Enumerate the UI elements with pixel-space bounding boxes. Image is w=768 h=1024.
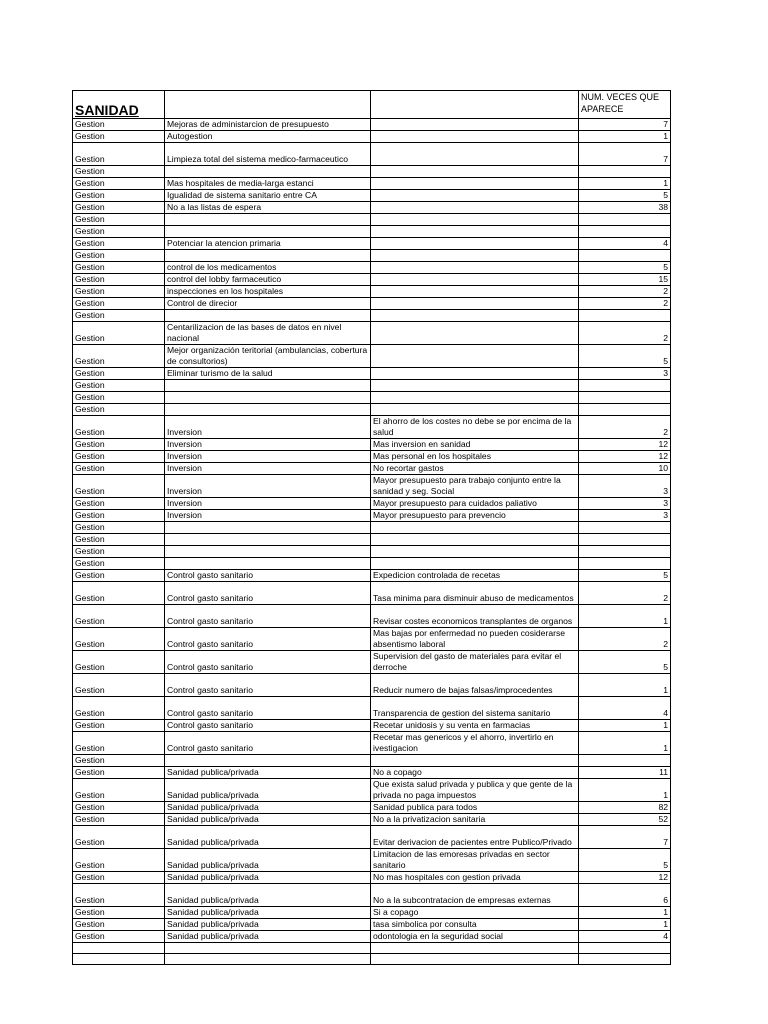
category-cell[interactable]: Gestion — [73, 919, 165, 931]
subcategory-cell[interactable]: No a las listas de espera — [165, 202, 371, 214]
proposal-cell[interactable]: No a copago — [371, 767, 579, 779]
subcategory-cell[interactable]: Limpieza total del sistema medico-farmaceutico — [165, 143, 371, 166]
count-cell[interactable]: 3 — [579, 498, 671, 510]
proposal-cell[interactable]: Si a copago — [371, 907, 579, 919]
subcategory-cell[interactable]: Control gasto sanitario — [165, 732, 371, 755]
category-cell[interactable]: Gestion — [73, 931, 165, 943]
category-cell[interactable]: Gestion — [73, 345, 165, 368]
proposal-cell[interactable]: No recortar gastos — [371, 463, 579, 475]
header-cell-c[interactable] — [371, 91, 579, 119]
subcategory-cell[interactable]: Sanidad publica/privada — [165, 802, 371, 814]
table-row — [73, 178, 671, 190]
proposal-cell[interactable]: Sanidad publica para todos — [371, 802, 579, 814]
proposal-cell[interactable] — [371, 546, 579, 558]
proposal-cell[interactable] — [371, 178, 579, 190]
count-cell[interactable]: 5 — [579, 570, 671, 582]
proposal-cell[interactable] — [371, 166, 579, 178]
subcategory-cell[interactable]: Control gasto sanitario — [165, 697, 371, 720]
table-row — [73, 720, 671, 732]
category-cell[interactable]: Gestion — [73, 872, 165, 884]
proposal-cell[interactable]: Transparencia de gestion del sistema sanitario — [371, 697, 579, 720]
subcategory-cell[interactable] — [165, 404, 371, 416]
count-cell[interactable]: 1 — [579, 732, 671, 755]
proposal-cell[interactable] — [371, 392, 579, 404]
category-cell[interactable]: Gestion — [73, 732, 165, 755]
table-row — [73, 238, 671, 250]
subcategory-cell[interactable]: Inversion — [165, 439, 371, 451]
subcategory-cell[interactable]: Sanidad publica/privada — [165, 907, 371, 919]
subcategory-cell[interactable] — [165, 546, 371, 558]
count-cell[interactable]: 2 — [579, 298, 671, 310]
subcategory-cell[interactable]: Mejoras de administarcion de presupuesto — [165, 119, 371, 131]
category-cell[interactable]: Gestion — [73, 119, 165, 131]
category-cell[interactable]: Gestion — [73, 404, 165, 416]
subcategory-cell[interactable]: Control de direcior — [165, 298, 371, 310]
category-cell[interactable]: Gestion — [73, 651, 165, 674]
table-row — [73, 510, 671, 522]
category-cell[interactable]: Gestion — [73, 310, 165, 322]
category-cell[interactable] — [73, 943, 165, 954]
category-cell[interactable]: Gestion — [73, 802, 165, 814]
table-row — [73, 143, 671, 166]
proposal-cell[interactable] — [371, 755, 579, 767]
proposal-cell[interactable] — [371, 954, 579, 965]
proposal-cell[interactable] — [371, 119, 579, 131]
table-row — [73, 498, 671, 510]
proposal-cell[interactable]: odontologia en la seguridad social — [371, 931, 579, 943]
proposal-cell[interactable] — [371, 274, 579, 286]
proposal-cell[interactable] — [371, 250, 579, 262]
count-cell[interactable] — [579, 522, 671, 534]
count-cell[interactable]: 5 — [579, 849, 671, 872]
table-row — [73, 463, 671, 475]
table-row — [73, 404, 671, 416]
category-cell[interactable]: Gestion — [73, 697, 165, 720]
count-cell[interactable] — [579, 226, 671, 238]
table-row — [73, 802, 671, 814]
category-cell[interactable]: Gestion — [73, 570, 165, 582]
category-cell[interactable] — [73, 954, 165, 965]
count-cell[interactable]: 2 — [579, 416, 671, 439]
proposal-cell[interactable]: Mas bajas por enfermedad no pueden cosiderarse absentismo laboral — [371, 628, 579, 651]
subcategory-cell[interactable]: Inversion — [165, 498, 371, 510]
table-row — [73, 262, 671, 274]
table-row — [73, 274, 671, 286]
count-cell[interactable] — [579, 546, 671, 558]
proposal-cell[interactable] — [371, 310, 579, 322]
header-row — [73, 91, 671, 119]
proposal-cell[interactable]: Revisar costes economicos transplantes de organos — [371, 605, 579, 628]
category-cell[interactable]: Gestion — [73, 779, 165, 802]
category-cell[interactable]: Gestion — [73, 884, 165, 907]
category-cell[interactable]: Gestion — [73, 534, 165, 546]
table-row — [73, 190, 671, 202]
count-cell[interactable] — [579, 534, 671, 546]
proposal-cell[interactable] — [371, 322, 579, 345]
table-row — [73, 451, 671, 463]
proposal-cell[interactable]: Supervision del gasto de materiales para evitar el derroche — [371, 651, 579, 674]
proposal-cell[interactable] — [371, 522, 579, 534]
count-cell[interactable]: 5 — [579, 190, 671, 202]
category-cell[interactable]: Gestion — [73, 380, 165, 392]
header-cell-b[interactable] — [165, 91, 371, 119]
category-cell[interactable]: Gestion — [73, 202, 165, 214]
count-cell[interactable]: 38 — [579, 202, 671, 214]
category-cell[interactable]: Gestion — [73, 814, 165, 826]
count-cell[interactable] — [579, 310, 671, 322]
subcategory-cell[interactable]: Inversion — [165, 463, 371, 475]
table-row — [73, 628, 671, 651]
table-row — [73, 214, 671, 226]
subcategory-cell[interactable]: Mas hospitales de media-larga estanci — [165, 178, 371, 190]
count-cell[interactable]: 6 — [579, 884, 671, 907]
subcategory-cell[interactable]: Sanidad publica/privada — [165, 931, 371, 943]
proposal-cell[interactable] — [371, 345, 579, 368]
count-cell[interactable]: 5 — [579, 345, 671, 368]
table-row — [73, 605, 671, 628]
count-cell[interactable] — [579, 558, 671, 570]
table-row — [73, 119, 671, 131]
count-cell[interactable]: 12 — [579, 439, 671, 451]
category-cell[interactable]: Gestion — [73, 286, 165, 298]
table-row — [73, 310, 671, 322]
table-row — [73, 439, 671, 451]
table-row — [73, 298, 671, 310]
subcategory-cell[interactable]: Control gasto sanitario — [165, 605, 371, 628]
subcategory-cell[interactable]: Inversion — [165, 475, 371, 498]
category-cell[interactable]: Gestion — [73, 392, 165, 404]
proposal-cell[interactable]: Tasa minima para disminuir abuso de medicamentos — [371, 582, 579, 605]
table-row — [73, 131, 671, 143]
category-cell[interactable]: Gestion — [73, 907, 165, 919]
category-cell[interactable]: Gestion — [73, 178, 165, 190]
table-row — [73, 919, 671, 931]
category-cell[interactable]: Gestion — [73, 439, 165, 451]
subcategory-cell[interactable]: Control gasto sanitario — [165, 582, 371, 605]
table-row — [73, 522, 671, 534]
category-cell[interactable]: Gestion — [73, 451, 165, 463]
count-cell[interactable]: 82 — [579, 802, 671, 814]
table-row — [73, 674, 671, 697]
subcategory-cell[interactable] — [165, 226, 371, 238]
table-row — [73, 322, 671, 345]
count-cell[interactable]: 2 — [579, 322, 671, 345]
table-row — [73, 884, 671, 907]
count-cell[interactable]: 5 — [579, 262, 671, 274]
subcategory-cell[interactable] — [165, 392, 371, 404]
subcategory-cell[interactable]: Inversion — [165, 416, 371, 439]
count-cell[interactable] — [579, 954, 671, 965]
category-cell[interactable]: Gestion — [73, 416, 165, 439]
count-cell[interactable]: 1 — [579, 779, 671, 802]
spreadsheet-body — [73, 91, 671, 965]
table-row — [73, 943, 671, 954]
proposal-cell[interactable]: Mas personal en los hospitales — [371, 451, 579, 463]
count-cell[interactable]: 1 — [579, 178, 671, 190]
proposal-cell[interactable] — [371, 368, 579, 380]
table-row — [73, 202, 671, 214]
count-cell[interactable]: 1 — [579, 720, 671, 732]
proposal-cell[interactable] — [371, 190, 579, 202]
proposal-cell[interactable]: Mas inversion en sanidad — [371, 439, 579, 451]
table-row — [73, 286, 671, 298]
count-cell[interactable]: 3 — [579, 510, 671, 522]
count-cell[interactable]: 12 — [579, 872, 671, 884]
table-row — [73, 226, 671, 238]
category-cell[interactable]: Gestion — [73, 755, 165, 767]
table-row — [73, 582, 671, 605]
category-cell[interactable]: Gestion — [73, 250, 165, 262]
category-cell[interactable]: Gestion — [73, 262, 165, 274]
table-row — [73, 779, 671, 802]
category-cell[interactable]: Gestion — [73, 510, 165, 522]
subcategory-cell[interactable]: Sanidad publica/privada — [165, 767, 371, 779]
table-row — [73, 166, 671, 178]
count-cell[interactable] — [579, 166, 671, 178]
subcategory-cell[interactable]: Sanidad publica/privada — [165, 849, 371, 872]
subcategory-cell[interactable]: Sanidad publica/privada — [165, 872, 371, 884]
category-cell[interactable]: Gestion — [73, 826, 165, 849]
table-row — [73, 475, 671, 498]
table-row — [73, 954, 671, 965]
count-cell[interactable]: 1 — [579, 907, 671, 919]
category-cell[interactable]: Gestion — [73, 498, 165, 510]
table-row — [73, 380, 671, 392]
proposal-cell[interactable]: Reducir numero de bajas falsas/improcedentes — [371, 674, 579, 697]
proposal-cell[interactable]: tasa simbolica por consulta — [371, 919, 579, 931]
subcategory-cell[interactable]: Control gasto sanitario — [165, 570, 371, 582]
subcategory-cell[interactable] — [165, 380, 371, 392]
proposal-cell[interactable] — [371, 286, 579, 298]
category-cell[interactable]: Gestion — [73, 322, 165, 345]
subcategory-cell[interactable] — [165, 166, 371, 178]
table-row — [73, 392, 671, 404]
count-cell[interactable]: 2 — [579, 286, 671, 298]
category-cell[interactable]: Gestion — [73, 190, 165, 202]
subcategory-cell[interactable] — [165, 534, 371, 546]
category-cell[interactable]: Gestion — [73, 274, 165, 286]
table-row — [73, 250, 671, 262]
subcategory-cell[interactable]: Centarilizacion de las bases de datos en nivel nacional — [165, 322, 371, 345]
table-row — [73, 651, 671, 674]
count-cell[interactable]: 52 — [579, 814, 671, 826]
spreadsheet-table — [72, 90, 671, 965]
subcategory-cell[interactable] — [165, 755, 371, 767]
category-cell[interactable]: Gestion — [73, 226, 165, 238]
proposal-cell[interactable] — [371, 298, 579, 310]
category-cell[interactable]: Gestion — [73, 463, 165, 475]
count-cell[interactable]: 11 — [579, 767, 671, 779]
category-cell[interactable]: Gestion — [73, 849, 165, 872]
table-row — [73, 546, 671, 558]
subcategory-cell[interactable]: Control gasto sanitario — [165, 651, 371, 674]
subcategory-cell[interactable] — [165, 214, 371, 226]
proposal-cell[interactable]: No a la subcontratacion de empresas externas — [371, 884, 579, 907]
proposal-cell[interactable] — [371, 404, 579, 416]
count-cell[interactable] — [579, 404, 671, 416]
table-row — [73, 558, 671, 570]
proposal-cell[interactable]: Que exista salud privada y publica y que gente de la privada no paga impuestos — [371, 779, 579, 802]
subcategory-cell[interactable] — [165, 250, 371, 262]
proposal-cell[interactable]: Limitacion de las emoresas privadas en sector sanitario — [371, 849, 579, 872]
count-cell[interactable]: 4 — [579, 697, 671, 720]
proposal-cell[interactable] — [371, 558, 579, 570]
count-cell[interactable]: 7 — [579, 826, 671, 849]
category-cell[interactable]: Gestion — [73, 582, 165, 605]
proposal-cell[interactable] — [371, 943, 579, 954]
proposal-cell[interactable] — [371, 214, 579, 226]
subcategory-cell[interactable] — [165, 310, 371, 322]
proposal-cell[interactable]: Recetar mas genericos y el ahorro, invertirlo en ivestigacion — [371, 732, 579, 755]
subcategory-cell[interactable] — [165, 522, 371, 534]
count-cell[interactable]: 4 — [579, 931, 671, 943]
proposal-cell[interactable] — [371, 238, 579, 250]
subcategory-cell[interactable]: Autogestion — [165, 131, 371, 143]
table-row — [73, 697, 671, 720]
proposal-cell[interactable]: El ahorro de los costes no debe se por encima de la salud — [371, 416, 579, 439]
category-cell[interactable]: Gestion — [73, 546, 165, 558]
proposal-cell[interactable] — [371, 131, 579, 143]
table-row — [73, 570, 671, 582]
proposal-cell[interactable] — [371, 143, 579, 166]
count-cell[interactable] — [579, 392, 671, 404]
count-cell[interactable]: 4 — [579, 238, 671, 250]
subcategory-cell[interactable]: Eliminar turismo de la salud — [165, 368, 371, 380]
proposal-cell[interactable] — [371, 226, 579, 238]
table-row — [73, 849, 671, 872]
table-row — [73, 534, 671, 546]
subcategory-cell[interactable]: control del lobby farmaceutico — [165, 274, 371, 286]
category-cell[interactable]: Gestion — [73, 475, 165, 498]
count-cell[interactable]: 7 — [579, 143, 671, 166]
count-cell[interactable]: 12 — [579, 451, 671, 463]
count-cell[interactable]: 2 — [579, 628, 671, 651]
table-row — [73, 826, 671, 849]
subcategory-cell[interactable]: Control gasto sanitario — [165, 628, 371, 651]
table-row — [73, 345, 671, 368]
category-cell[interactable]: Gestion — [73, 674, 165, 697]
proposal-cell[interactable] — [371, 262, 579, 274]
count-cell[interactable]: 5 — [579, 651, 671, 674]
count-cell[interactable]: 2 — [579, 582, 671, 605]
proposal-cell[interactable]: Expedicion controlada de recetas — [371, 570, 579, 582]
count-header[interactable]: NUM. VECES QUE APARECE — [579, 91, 671, 119]
category-cell[interactable]: Gestion — [73, 368, 165, 380]
count-cell[interactable] — [579, 755, 671, 767]
count-cell[interactable]: 1 — [579, 919, 671, 931]
subcategory-cell[interactable]: Mejor organización teritorial (ambulancias, cobertura de consultorios) — [165, 345, 371, 368]
count-cell[interactable]: 7 — [579, 119, 671, 131]
subcategory-cell[interactable]: Inversion — [165, 451, 371, 463]
table-row — [73, 907, 671, 919]
category-cell[interactable]: Gestion — [73, 558, 165, 570]
count-cell[interactable]: 15 — [579, 274, 671, 286]
proposal-cell[interactable]: Mayor presupuesto para prevencio — [371, 510, 579, 522]
category-cell[interactable]: Gestion — [73, 605, 165, 628]
count-cell[interactable] — [579, 214, 671, 226]
count-cell[interactable]: 1 — [579, 605, 671, 628]
subcategory-cell[interactable]: Igualidad de sistema sanitario entre CA — [165, 190, 371, 202]
table-row — [73, 814, 671, 826]
count-cell[interactable] — [579, 250, 671, 262]
category-cell[interactable]: Gestion — [73, 131, 165, 143]
category-cell[interactable]: Gestion — [73, 166, 165, 178]
category-cell[interactable]: Gestion — [73, 628, 165, 651]
count-cell[interactable] — [579, 380, 671, 392]
proposal-cell[interactable]: Evitar derivacion de pacientes entre Publico/Privado — [371, 826, 579, 849]
proposal-cell[interactable]: Recetar unidosis y su venta en farmacias — [371, 720, 579, 732]
subcategory-cell[interactable]: Sanidad publica/privada — [165, 884, 371, 907]
proposal-cell[interactable]: Mayor presupuesto para trabajo conjunto entre la sanidad y seg. Social — [371, 475, 579, 498]
proposal-cell[interactable] — [371, 202, 579, 214]
category-cell[interactable]: Gestion — [73, 214, 165, 226]
table-row — [73, 755, 671, 767]
category-cell[interactable]: Gestion — [73, 767, 165, 779]
subcategory-cell[interactable]: Inversion — [165, 510, 371, 522]
subcategory-cell[interactable] — [165, 943, 371, 954]
subcategory-cell[interactable] — [165, 954, 371, 965]
proposal-cell[interactable]: No a la privatizacion sanitaria — [371, 814, 579, 826]
table-row — [73, 416, 671, 439]
proposal-cell[interactable] — [371, 534, 579, 546]
proposal-cell[interactable] — [371, 380, 579, 392]
subcategory-cell[interactable]: Potenciar la atencion primaria — [165, 238, 371, 250]
sheet-title[interactable]: SANIDAD — [73, 91, 165, 119]
table-row — [73, 368, 671, 380]
table-row — [73, 872, 671, 884]
table-row — [73, 732, 671, 755]
proposal-cell[interactable]: No mas hospitales con gestion privada — [371, 872, 579, 884]
count-cell[interactable] — [579, 943, 671, 954]
subcategory-cell[interactable]: Control gasto sanitario — [165, 720, 371, 732]
proposal-cell[interactable]: Mayor presupuesto para cuidados paliativo — [371, 498, 579, 510]
category-cell[interactable]: Gestion — [73, 522, 165, 534]
count-cell[interactable]: 1 — [579, 674, 671, 697]
table-row — [73, 931, 671, 943]
subcategory-cell[interactable]: Sanidad publica/privada — [165, 779, 371, 802]
subcategory-cell[interactable]: control de los medicamentos — [165, 262, 371, 274]
count-cell[interactable]: 3 — [579, 475, 671, 498]
subcategory-cell[interactable]: Control gasto sanitario — [165, 674, 371, 697]
subcategory-cell[interactable]: Sanidad publica/privada — [165, 814, 371, 826]
count-cell[interactable]: 1 — [579, 131, 671, 143]
table-row — [73, 767, 671, 779]
subcategory-cell[interactable]: inspecciones en los hospitales — [165, 286, 371, 298]
count-cell[interactable]: 3 — [579, 368, 671, 380]
category-cell[interactable]: Gestion — [73, 298, 165, 310]
subcategory-cell[interactable] — [165, 558, 371, 570]
subcategory-cell[interactable]: Sanidad publica/privada — [165, 826, 371, 849]
category-cell[interactable]: Gestion — [73, 143, 165, 166]
category-cell[interactable]: Gestion — [73, 720, 165, 732]
count-cell[interactable]: 10 — [579, 463, 671, 475]
category-cell[interactable]: Gestion — [73, 238, 165, 250]
subcategory-cell[interactable]: Sanidad publica/privada — [165, 919, 371, 931]
